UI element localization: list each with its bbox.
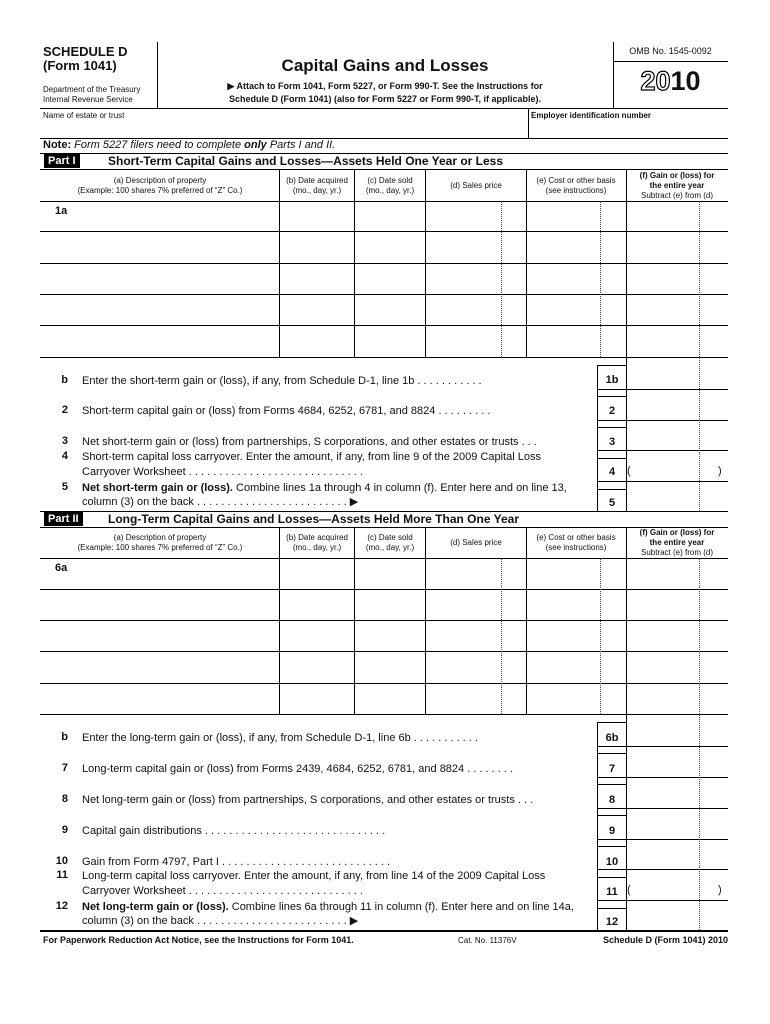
footer-paperwork: For Paperwork Reduction Act Notice, see the Instructions for Form 1041. (43, 935, 354, 945)
dept-line1: Department of the Treasury (43, 85, 141, 94)
schedule-label: SCHEDULE D (43, 44, 128, 59)
p1-line-5-text: Net short-term gain or (loss). Combine lines 1a through 4 in column (f). Enter here and on line 13, (82, 482, 567, 494)
p2-box-6b: 6b (605, 732, 619, 744)
p2-line-num-8: 8 (61, 793, 68, 805)
p1-col-d: (d) Sales price (450, 181, 502, 190)
tax-year-outline: 20 (640, 66, 671, 96)
p1-line-4-text: Short-term capital loss carryover. Enter the amount, if any, from line 9 of the 2009 Capital Loss (82, 451, 541, 463)
p2-amount-11[interactable] (628, 877, 726, 899)
ein-label: Employer identification number (531, 111, 652, 120)
p1-amount-5[interactable] (628, 489, 726, 510)
p1-line-num-4: 4 (61, 450, 68, 462)
estate-name-field[interactable] (43, 120, 523, 136)
p1-box-2: 2 (608, 405, 616, 417)
p2-line-7-text: Long-term capital gain or (loss) from Forms 2439, 4684, 6252, 6781, and 8824 . . . . . . . . (82, 763, 514, 775)
form-title: Capital Gains and Losses (281, 56, 489, 75)
p1-line-1b-text: Enter the short-term gain or (loss), if any, from Schedule D-1, line 1b . . . . . . . . . . . (82, 375, 482, 387)
p2-amount-7[interactable] (628, 754, 726, 776)
p2-line-10-text: Gain from Form 4797, Part I . . . . . . . . . . . . . . . . . . . . . . . . . . . . (82, 856, 391, 868)
p2-line-num-9: 9 (61, 824, 68, 836)
p2-box-9: 9 (608, 825, 616, 837)
p1-col-f: (f) Gain or (loss) for the entire year Subtract (e) from (d) (639, 171, 715, 200)
p2-box-7: 7 (608, 763, 616, 775)
p1-line-2-text: Short-term capital gain or (loss) from Forms 4684, 6252, 6781, and 8824 . . . . . . . . . (82, 405, 491, 417)
p1-col-e: (e) Cost or other basis (see instructions) (536, 176, 616, 195)
p2-box-12: 12 (605, 916, 619, 928)
p1-box-1b: 1b (605, 374, 619, 386)
p2-colhdr-rule (40, 558, 728, 559)
p1-line-4-paren-close: ) (718, 465, 722, 477)
p1-line-num-5: 5 (61, 481, 68, 493)
p1-line-3-text: Net short-term gain or (loss) from partnerships, S corporations, and other estates or trusts . . . (82, 436, 537, 448)
p1-box-4: 4 (608, 466, 616, 478)
p2-box-10: 10 (605, 856, 619, 868)
p1-col-c: (c) Date sold (mo., day, yr.) (365, 176, 415, 195)
p2-line-num-12: 12 (55, 900, 68, 912)
form-label: (Form 1041) (43, 58, 117, 73)
p2-line-11-text2: Carryover Worksheet . . . . . . . . . . . . . . . . . . . . . . . . . . . . . (82, 885, 363, 897)
p2-line-8-text: Net long-term gain or (loss) from partnerships, S corporations, and other estates or trusts . . . (82, 794, 534, 806)
omb-divider (613, 61, 728, 62)
part2-title-rule (40, 527, 728, 528)
p2-line-12-text2: column (3) on the back . . . . . . . . . . . . . . . . . . . . . . . . . ▶ (82, 915, 359, 927)
attach-line1: ▶ Attach to Form 1041, Form 5227, or Form 990-T. See the Instructions for (227, 81, 543, 91)
ein-field[interactable] (532, 120, 724, 136)
p1-line-num-2: 2 (61, 404, 68, 416)
p2-amount-9[interactable] (628, 816, 726, 838)
p1-row-label-1a: 1a (55, 205, 68, 217)
p1-line-5-text2: column (3) on the back . . . . . . . . . . . . . . . . . . . . . . . . . ▶ (82, 496, 359, 508)
p2-line-num-6b: b (61, 731, 68, 743)
p2-line-6b-text: Enter the long-term gain or (loss), if any, from Schedule D-1, line 6b . . . . . . . . . . . (82, 732, 478, 744)
part1-tag: Part I (44, 154, 80, 168)
footer-form-id: Schedule D (Form 1041) 2010 (602, 935, 728, 945)
p2-box-8: 8 (608, 794, 616, 806)
p2-col-f: (f) Gain or (loss) for the entire year Subtract (e) from (d) (639, 528, 715, 557)
p1-amount-4[interactable] (628, 458, 726, 480)
name-label: Name of estate or trust (43, 111, 125, 120)
note-italic: Form 5227 filers need to complete (71, 139, 245, 151)
p1-line-num-1b: b (61, 374, 68, 386)
attach-line2: Schedule D (Form 1041) (also for Form 5227 or Form 990-T, if applicable). (228, 94, 542, 104)
p1-box-5: 5 (608, 497, 616, 509)
footer-cat-no: Cat. No. 11376V (458, 936, 517, 945)
p2-col-d: (d) Sales price (450, 538, 502, 547)
dept-line2: Internal Revenue Service (43, 95, 133, 104)
p1-box-3: 3 (608, 436, 616, 448)
p1-amount-3[interactable] (628, 427, 726, 449)
p2-line-11-paren-open: ( (627, 884, 631, 896)
footer-rule (40, 930, 728, 932)
note-bold: Note: (43, 139, 72, 151)
part2-tag: Part II (44, 512, 83, 526)
p2-line-num-11: 11 (56, 869, 68, 881)
p2-line-num-7: 7 (61, 762, 68, 774)
omb-number: OMB No. 1545-0092 (629, 46, 712, 56)
note (43, 139, 335, 151)
note-only: only (244, 139, 267, 151)
part1-title-rule (40, 169, 728, 170)
p2-col-e: (e) Cost or other basis (see instructions) (536, 533, 616, 552)
p1-amount-2[interactable] (628, 397, 726, 419)
p2-row-label-6a: 6a (55, 562, 68, 574)
p1-line-4-paren-open: ( (627, 465, 631, 477)
p2-col-c: (c) Date sold (mo., day, yr.) (365, 533, 415, 552)
note-rest: Parts I and II. (266, 139, 336, 151)
p2-amount-12[interactable] (628, 908, 726, 929)
p2-line-11-text: Long-term capital loss carryover. Enter the amount, if any, from line 14 of the 2009 Capital Loss (82, 870, 546, 882)
p2-amount-6b[interactable] (628, 723, 726, 745)
p2-col-b: (b) Date acquired (mo., day, yr.) (286, 533, 348, 552)
p2-line-num-10: 10 (55, 855, 68, 867)
p2-amount-10[interactable] (628, 847, 726, 868)
tax-year-bold: 10 (670, 66, 701, 96)
tax-year (613, 64, 728, 98)
p1-amount-1b[interactable] (628, 366, 726, 388)
p1-line-4-text2: Carryover Worksheet . . . . . . . . . . . . . . . . . . . . . . . . . . . . . (82, 466, 363, 478)
p1-col-a: (a) Description of property (Example: 100 shares 7% preferred of “Z” Co.) (77, 176, 243, 195)
ein-divider (528, 108, 529, 138)
p1-line-num-3: 3 (61, 435, 68, 447)
part1-title: Short-Term Capital Gains and Losses—Assets Held One Year or Less (108, 154, 504, 168)
p2-line-12-text: Net long-term gain or (loss). Combine lines 6a through 11 in column (f). Enter here and on line 14a, (82, 901, 574, 913)
p2-box-11: 11 (606, 886, 618, 898)
p1-col-b: (b) Date acquired (mo., day, yr.) (286, 176, 348, 195)
p2-line-11-paren-close: ) (718, 884, 722, 896)
p1-colhdr-rule (40, 201, 728, 202)
p2-col-a: (a) Description of property (Example: 100 shares 7% preferred of “Z” Co.) (77, 533, 243, 552)
header-bottom-rule (40, 108, 728, 109)
p2-amount-8[interactable] (628, 785, 726, 807)
p2-line-9-text: Capital gain distributions . . . . . . . . . . . . . . . . . . . . . . . . . . . . . . (82, 825, 386, 837)
part2-title: Long-Term Capital Gains and Losses—Assets Held More Than One Year (108, 512, 519, 526)
